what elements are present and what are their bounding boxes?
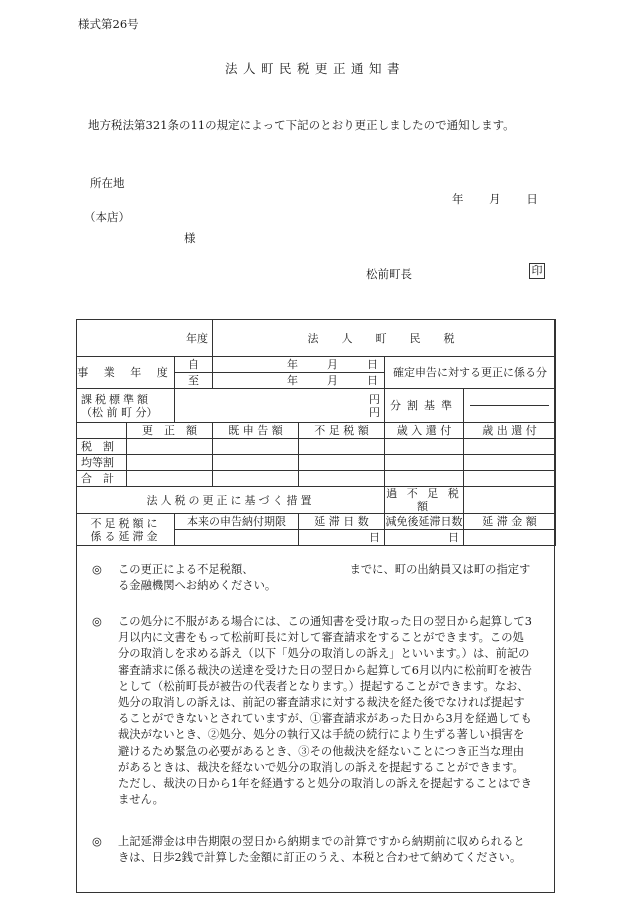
row-label: 税 割 <box>77 439 127 455</box>
col-header: 既 申 告 額 <box>213 423 299 439</box>
seal-mark: 印 <box>529 263 545 279</box>
entai-label: 不足税額に 係る延滞金 <box>77 514 175 546</box>
note-mark: ◎ <box>92 563 102 576</box>
note-appeal <box>92 614 532 808</box>
table-cell <box>299 471 385 487</box>
jigyo-label: 事 業 年 度 <box>77 357 175 389</box>
col-header: 不 足 税 額 <box>299 423 385 439</box>
note-payment <box>92 562 532 594</box>
kazei-label: 課税標準額 （松 前 町 分） <box>77 389 175 423</box>
day-unit: 日 <box>299 530 385 546</box>
corner-cell <box>77 423 127 439</box>
bunkatsu-label: 分割基準 <box>385 389 464 423</box>
document-title: 法人町民税更正通知書 <box>224 61 405 76</box>
to-label: 至 <box>175 373 213 389</box>
table-cell <box>385 471 464 487</box>
row-label: 合 計 <box>77 471 127 487</box>
tax-name: 法 人 町 民 税 <box>213 320 556 357</box>
issue-date <box>452 191 538 207</box>
col-header: 更 正 額 <box>127 423 213 439</box>
date-day: 日 <box>526 192 538 206</box>
table-cell <box>213 455 299 471</box>
table-cell <box>464 530 556 546</box>
table-cell <box>213 439 299 455</box>
kazei-amount: 円 円 <box>175 389 385 423</box>
entai-col: 本来の申告納付期限 <box>175 514 299 530</box>
table-cell <box>299 439 385 455</box>
to-date: 年 月 日 <box>213 373 385 389</box>
col-header: 歳 入 還 付 <box>385 423 464 439</box>
bunkatsu-value <box>464 389 556 423</box>
note-mark: ◎ <box>92 615 102 628</box>
note-text: この処分に不服がある場合には、この通知書を受け取った日の翌日から起算して3月以内に文書をもって松前町長に対して審査請求をすることができます。この処分の取消しを求める訴え（以下「処分の取消しの訴え」といいます。）は、前記の審査請求に係る裁決の送達を受けた日の翌日から起算して6月以内に松前町を被告として（松前町長が被告の代表者となります。）提起することができます。なお、処分の取消しの訴えは、前記の審査請求に対する裁決を経た後でなければ提起することができないとされていますが、①審査請求があった日から3月を経過しても裁決がないとき、②処分、処分の執行又は手続の続行により生ずる著しい損害を避けるため緊急の必要があるとき、③その他裁決を経ないことにつき正当な理由があるときは、裁決を経ないで処分の取消しの訴えを提起することができます。ただし、裁決の日から1年を経過すると処分の取消しの訴えを提起することはできません。 <box>118 615 532 807</box>
table-cell <box>213 471 299 487</box>
table-cell <box>127 439 213 455</box>
table-cell <box>385 439 464 455</box>
date-year: 年 <box>452 192 464 206</box>
tax-table <box>76 319 556 546</box>
table-cell <box>385 455 464 471</box>
note-text: この更正による不足税額、 までに、町の出納員又は町の指定する金融機関へお納めください。 <box>118 563 531 593</box>
entai-col: 延 滞 金 額 <box>464 514 556 530</box>
table-cell <box>464 471 556 487</box>
form-number: 様式第26号 <box>78 17 139 31</box>
entai-col: 減免後延滞日数 <box>385 515 463 528</box>
sochi-label: 法人税の更正に基づく措置 <box>77 487 385 514</box>
date-month: 月 <box>489 192 501 206</box>
table-cell <box>127 471 213 487</box>
note-penalty <box>92 834 532 866</box>
table-cell <box>175 530 299 546</box>
branch-label: （本店） <box>84 210 130 224</box>
nendo-label: 年度 <box>77 320 213 357</box>
kakutei-label: 確定申告に対する更正に係る分 <box>385 357 556 389</box>
from-label: 自 <box>175 357 213 373</box>
entai-col: 延 滞 日 数 <box>299 514 385 530</box>
col-header: 歳 出 還 付 <box>464 423 556 439</box>
kafusoku-label: 過 不 足 税 額 <box>386 487 462 513</box>
day-unit: 日 <box>385 530 464 546</box>
mayor-name: 松前町長 <box>366 267 412 281</box>
note-mark: ◎ <box>92 835 102 848</box>
address-label: 所在地 <box>90 176 125 190</box>
table-cell <box>464 455 556 471</box>
table-cell <box>127 455 213 471</box>
from-date: 年 月 日 <box>213 357 385 373</box>
note-text: 上記延滞金は申告期限の翌日から納期までの計算ですから納期前に収められるときは、日歩2銭で計算した金額に訂正のうえ、本税と合わせて納めてください。 <box>118 835 525 865</box>
kafusoku-value <box>464 487 556 514</box>
intro-text: 地方税法第321条の11の規定によって下記のとおり更正しましたので通知します。 <box>88 118 515 132</box>
honorific: 様 <box>184 231 196 245</box>
row-label: 均等割 <box>77 455 127 471</box>
table-cell <box>464 439 556 455</box>
table-cell <box>299 455 385 471</box>
